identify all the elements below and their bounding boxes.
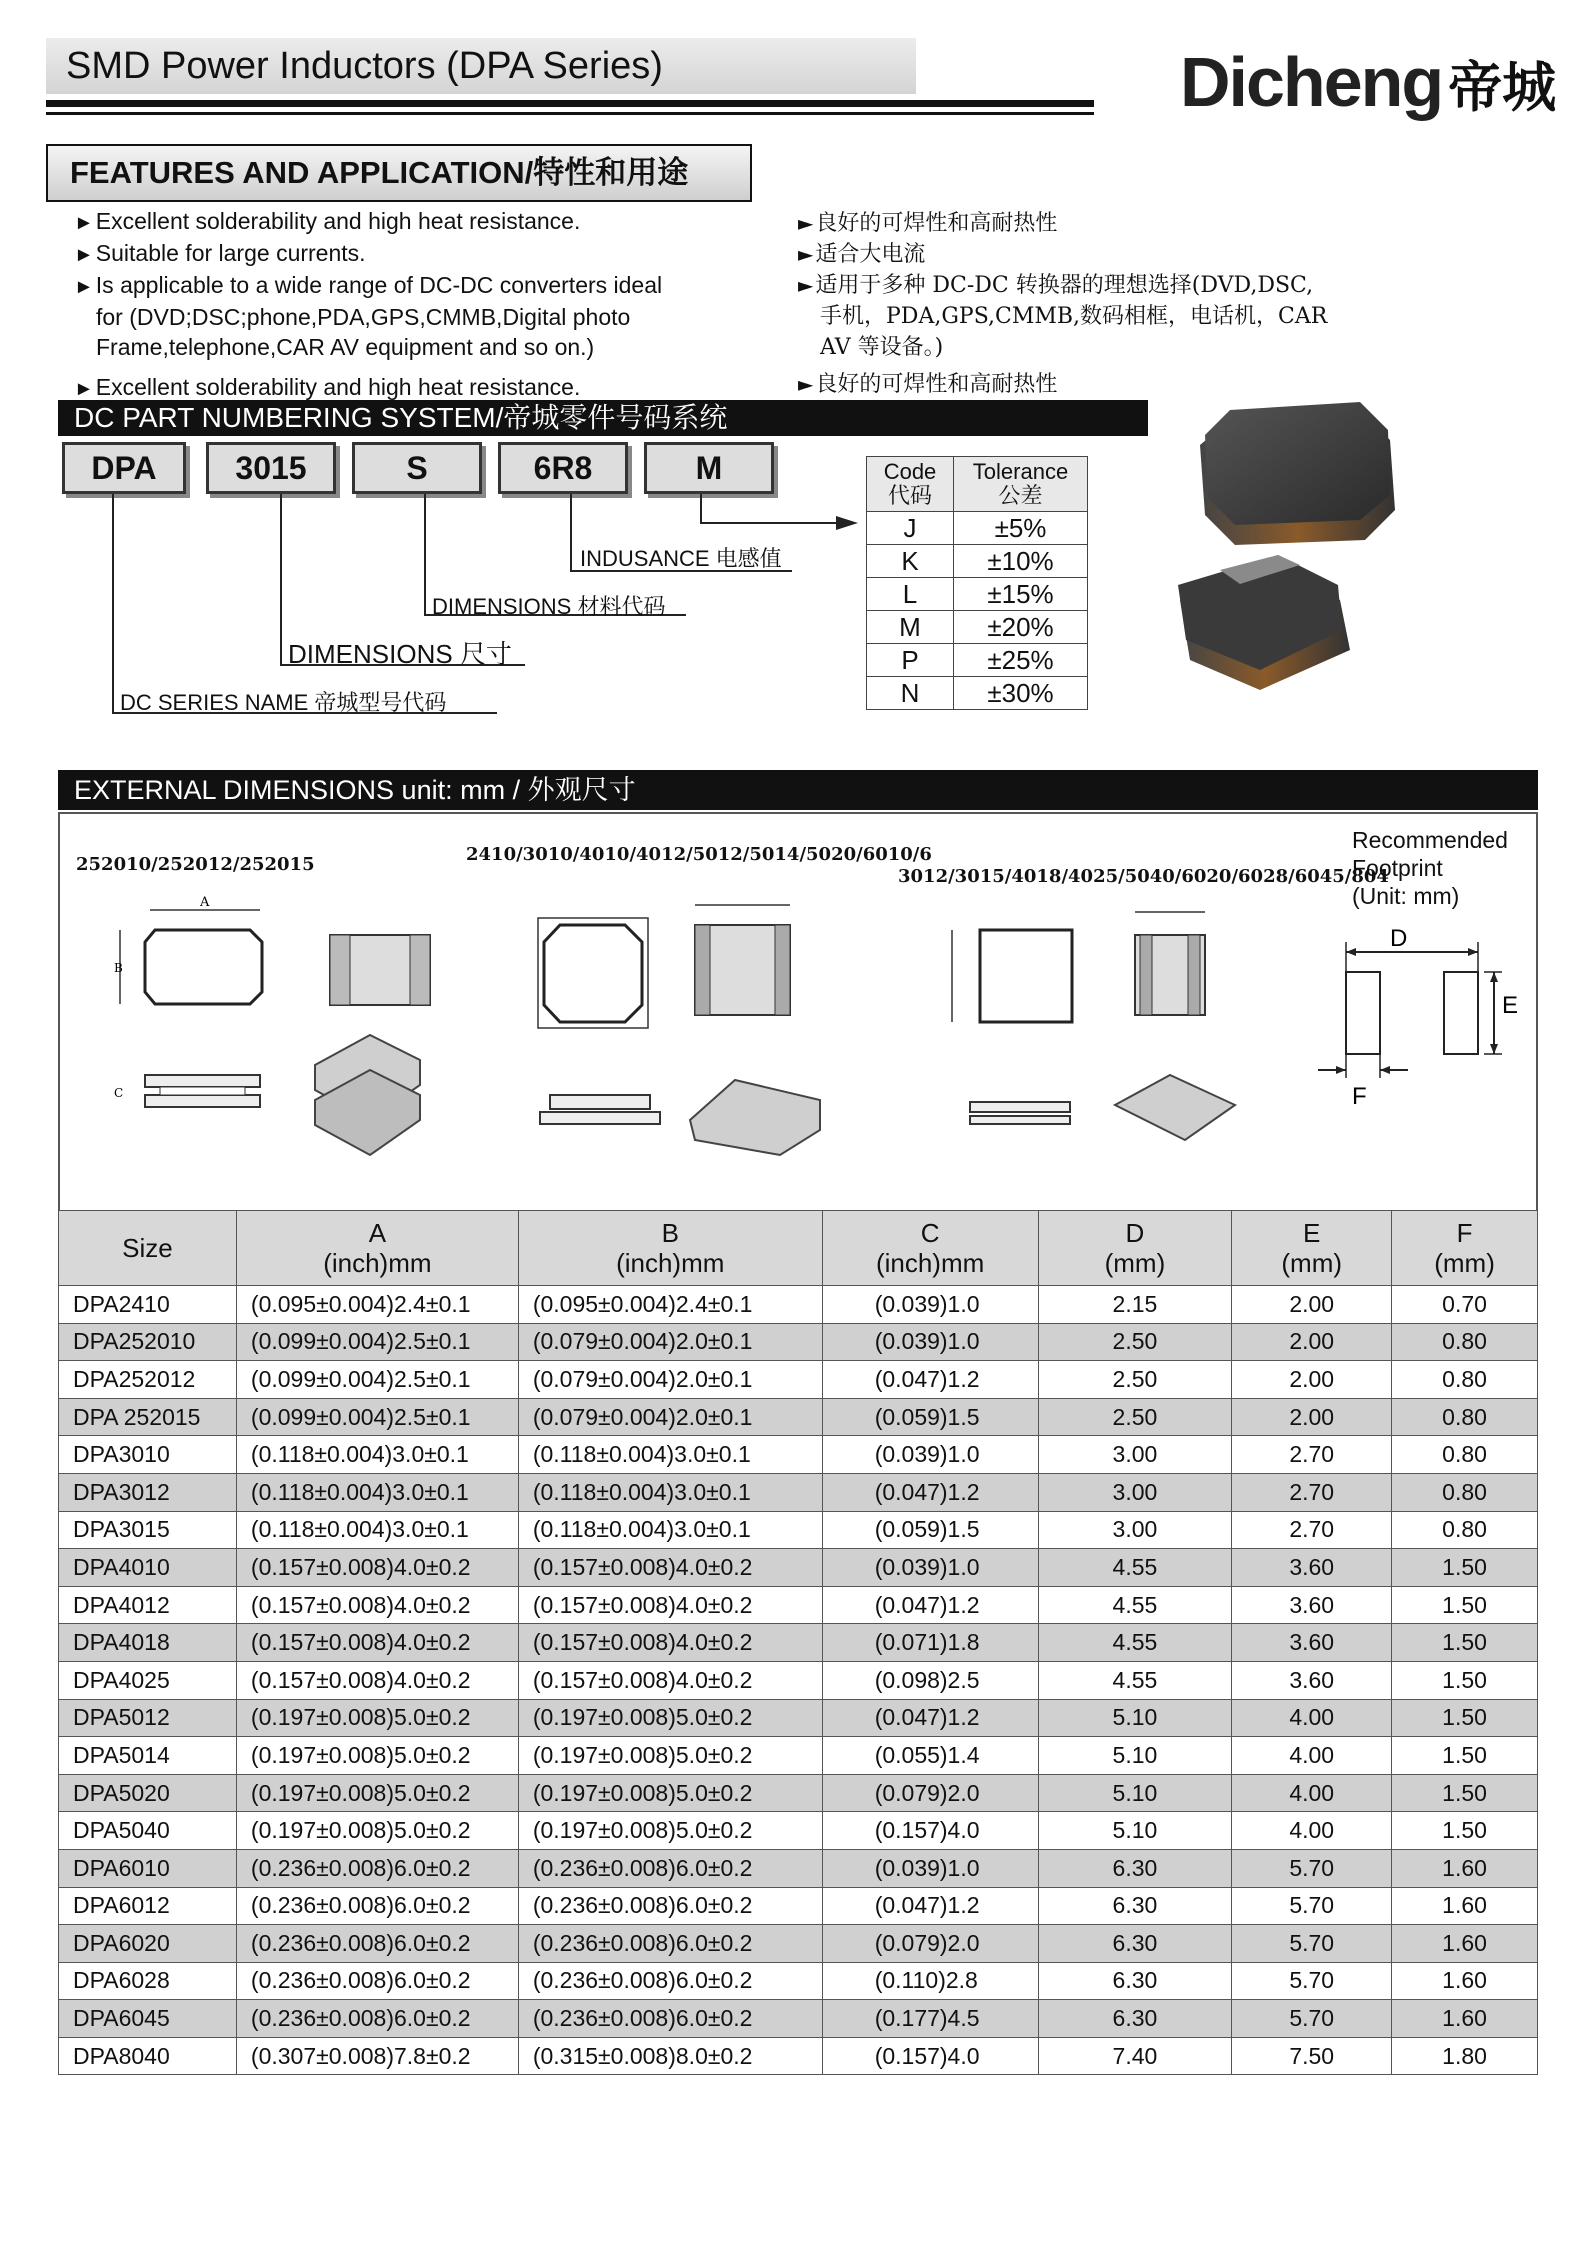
dim-label-c: C (114, 1086, 124, 1100)
cell-f: 1.50 (1392, 1737, 1538, 1775)
cell-size: DPA6010 (59, 1849, 237, 1887)
external-dimensions-heading: EXTERNAL DIMENSIONS unit: mm / 外观尺寸 (58, 770, 1538, 810)
cell-f: 1.50 (1392, 1586, 1538, 1624)
table-row (59, 1849, 1538, 1887)
cell-c: (0.039)1.0 (822, 1323, 1038, 1361)
cell-c: (0.039)1.0 (822, 1286, 1038, 1324)
cell-c: (0.039)1.0 (822, 1436, 1038, 1474)
dimensions-table (58, 1210, 1538, 2075)
header-rule-thin (46, 112, 1094, 115)
drawing-caption-3: 3012/3015/4018/4025/5040/6020/6028/6045/804 (898, 866, 1389, 887)
tol-row: K ±10% (867, 545, 1088, 578)
cell-d: 6.30 (1038, 1887, 1232, 1925)
drawing-caption-1: 252010/252012/252015 (76, 854, 315, 875)
cell-e: 5.70 (1232, 1925, 1392, 1963)
cell-f: 1.50 (1392, 1549, 1538, 1587)
cell-b: (0.236±0.008)6.0±0.2 (518, 1925, 822, 1963)
cell-e: 3.60 (1232, 1624, 1392, 1662)
cell-d: 2.50 (1038, 1398, 1232, 1436)
col-header-e: E (mm) (1232, 1211, 1392, 1286)
table-row (59, 1286, 1538, 1324)
cell-e: 3.60 (1232, 1549, 1392, 1587)
cell-size: DPA6012 (59, 1887, 237, 1925)
feature-item-cn: ►适用于多种 DC-DC 转换器的理想选择(DVD,DSC, (798, 273, 1314, 298)
table-row (59, 1962, 1538, 2000)
cell-size: DPA4010 (59, 1549, 237, 1587)
feature-item: ►Suitable for large currents. (74, 240, 366, 266)
table-row (59, 1361, 1538, 1399)
feature-item-cn: ►良好的可焊性和高耐热性 (798, 211, 1058, 236)
cell-c: (0.157)4.0 (822, 2037, 1038, 2075)
cell-b: (0.197±0.008)5.0±0.2 (518, 1699, 822, 1737)
cell-f: 1.60 (1392, 1962, 1538, 2000)
cell-d: 6.30 (1038, 1962, 1232, 2000)
cell-e: 2.00 (1232, 1286, 1392, 1324)
cell-d: 4.55 (1038, 1624, 1232, 1662)
cell-c: (0.157)4.0 (822, 1812, 1038, 1850)
cell-size: DPA5014 (59, 1737, 237, 1775)
tol-header-tol: Tolerance 公差 (954, 457, 1088, 512)
cell-e: 4.00 (1232, 1812, 1392, 1850)
cell-f: 0.80 (1392, 1323, 1538, 1361)
cell-b: (0.079±0.004)2.0±0.1 (518, 1323, 822, 1361)
cell-a: (0.118±0.004)3.0±0.1 (236, 1436, 518, 1474)
cell-b: (0.315±0.008)8.0±0.2 (518, 2037, 822, 2075)
cell-c: (0.071)1.8 (822, 1624, 1038, 1662)
label-inductance: INDUSANCE 电感值 (580, 546, 782, 571)
feature-item: for (DVD;DSC;phone,PDA,GPS,CMMB,Digital photo (96, 304, 631, 330)
cell-c: (0.098)2.5 (822, 1661, 1038, 1699)
cell-size: DPA 252015 (59, 1398, 237, 1436)
dim-label-a: A (200, 895, 210, 910)
cell-a: (0.236±0.008)6.0±0.2 (236, 1849, 518, 1887)
cell-b: (0.118±0.004)3.0±0.1 (518, 1473, 822, 1511)
cell-f: 0.80 (1392, 1511, 1538, 1549)
cell-d: 6.30 (1038, 1849, 1232, 1887)
drawing-caption-2: 2410/3010/4010/4012/5012/5014/5020/6010/6 (466, 844, 932, 865)
cell-d: 4.55 (1038, 1549, 1232, 1587)
cell-c: (0.047)1.2 (822, 1473, 1038, 1511)
part-numbering-heading: DC PART NUMBERING SYSTEM/帝城零件号码系统 (58, 400, 1148, 436)
cell-e: 2.00 (1232, 1361, 1392, 1399)
cell-d: 3.00 (1038, 1436, 1232, 1474)
feature-item-cn: 手机，PDA,GPS,CMMB,数码相框，电话机，CAR (820, 304, 1328, 329)
cell-f: 1.60 (1392, 1849, 1538, 1887)
dim-label-b: B (114, 961, 123, 975)
cell-b: (0.157±0.008)4.0±0.2 (518, 1586, 822, 1624)
document-title: SMD Power Inductors (DPA Series) (46, 38, 916, 94)
cell-b: (0.236±0.008)6.0±0.2 (518, 1962, 822, 2000)
feature-item: Frame,telephone,CAR AV equipment and so on.) (96, 334, 595, 360)
cell-b: (0.197±0.008)5.0±0.2 (518, 1737, 822, 1775)
cell-e: 5.70 (1232, 1849, 1392, 1887)
cell-size: DPA252010 (59, 1323, 237, 1361)
pn-code-material: S (352, 442, 482, 494)
table-row (59, 2000, 1538, 2038)
table-row (59, 1511, 1538, 1549)
cell-d: 5.10 (1038, 1699, 1232, 1737)
cell-d: 4.55 (1038, 1661, 1232, 1699)
cell-a: (0.157±0.008)4.0±0.2 (236, 1586, 518, 1624)
cell-a: (0.236±0.008)6.0±0.2 (236, 1962, 518, 2000)
cell-e: 7.50 (1232, 2037, 1392, 2075)
feature-item-cn: ►良好的可焊性和高耐热性 (798, 372, 1058, 397)
cell-e: 3.60 (1232, 1586, 1392, 1624)
cell-b: (0.118±0.004)3.0±0.1 (518, 1511, 822, 1549)
cell-d: 3.00 (1038, 1511, 1232, 1549)
cell-d: 4.55 (1038, 1586, 1232, 1624)
cell-d: 2.15 (1038, 1286, 1232, 1324)
cell-c: (0.059)1.5 (822, 1511, 1038, 1549)
connector-line (112, 494, 114, 714)
cell-b: (0.197±0.008)5.0±0.2 (518, 1774, 822, 1812)
features-cn (798, 208, 1398, 400)
fp-label-e: E (1502, 992, 1519, 1019)
cell-size: DPA6028 (59, 1962, 237, 2000)
col-header-size: Size (59, 1211, 237, 1286)
drawing-group-2 (520, 890, 840, 1190)
cell-a: (0.157±0.008)4.0±0.2 (236, 1549, 518, 1587)
tol-header-code: Code 代码 (867, 457, 954, 512)
label-dimensions: DIMENSIONS 尺寸 (288, 639, 512, 669)
cell-size: DPA5020 (59, 1774, 237, 1812)
cell-b: (0.236±0.008)6.0±0.2 (518, 2000, 822, 2038)
cell-c: (0.047)1.2 (822, 1699, 1038, 1737)
cell-c: (0.079)2.0 (822, 1774, 1038, 1812)
table-row (59, 1624, 1538, 1662)
cell-f: 1.50 (1392, 1661, 1538, 1699)
arrow-right-icon (836, 514, 858, 532)
table-row (59, 1737, 1538, 1775)
feature-item: ►Excellent solderability and high heat resistance. (74, 208, 581, 234)
table-row (59, 1774, 1538, 1812)
logo-en: Dicheng (1180, 43, 1443, 121)
cell-a: (0.099±0.004)2.5±0.1 (236, 1323, 518, 1361)
tol-row: L ±15% (867, 578, 1088, 611)
cell-f: 1.50 (1392, 1774, 1538, 1812)
product-photo (1160, 400, 1410, 710)
drawing-group-3 (930, 890, 1250, 1190)
feature-item-cn: AV 等设备。) (820, 335, 944, 360)
pn-code-inductance: 6R8 (498, 442, 628, 494)
cell-b: (0.236±0.008)6.0±0.2 (518, 1887, 822, 1925)
cell-b: (0.079±0.004)2.0±0.1 (518, 1361, 822, 1399)
cell-a: (0.118±0.004)3.0±0.1 (236, 1473, 518, 1511)
cell-b: (0.157±0.008)4.0±0.2 (518, 1624, 822, 1662)
cell-e: 2.70 (1232, 1473, 1392, 1511)
pn-code-series: DPA (62, 442, 186, 494)
table-row (59, 1812, 1538, 1850)
cell-e: 5.70 (1232, 1962, 1392, 2000)
cell-a: (0.197±0.008)5.0±0.2 (236, 1699, 518, 1737)
cell-f: 1.60 (1392, 1887, 1538, 1925)
table-row (59, 1699, 1538, 1737)
cell-size: DPA4025 (59, 1661, 237, 1699)
cell-a: (0.236±0.008)6.0±0.2 (236, 2000, 518, 2038)
cell-a: (0.197±0.008)5.0±0.2 (236, 1812, 518, 1850)
cell-f: 0.80 (1392, 1361, 1538, 1399)
pn-code-size: 3015 (206, 442, 336, 494)
cell-c: (0.110)2.8 (822, 1962, 1038, 2000)
features-heading: FEATURES AND APPLICATION/特性和用途 (46, 144, 752, 202)
footprint-diagram (1308, 925, 1538, 1110)
pn-code-tolerance: M (644, 442, 774, 494)
tol-row: N ±30% (867, 677, 1088, 710)
cell-e: 3.60 (1232, 1661, 1392, 1699)
brand-logo (1180, 42, 1556, 122)
cell-e: 4.00 (1232, 1774, 1392, 1812)
table-row (59, 1586, 1538, 1624)
connector-line (570, 494, 572, 572)
tolerance-table (866, 456, 1088, 710)
feature-item: ►Excellent solderability and high heat resistance. (74, 374, 581, 400)
label-series: DC SERIES NAME 帝城型号代码 (120, 690, 447, 715)
cell-f: 1.50 (1392, 1699, 1538, 1737)
cell-f: 1.60 (1392, 2000, 1538, 2038)
table-row (59, 1925, 1538, 1963)
cell-a: (0.236±0.008)6.0±0.2 (236, 1887, 518, 1925)
cell-size: DPA252012 (59, 1361, 237, 1399)
cell-f: 1.50 (1392, 1624, 1538, 1662)
cell-d: 2.50 (1038, 1361, 1232, 1399)
cell-c: (0.039)1.0 (822, 1549, 1038, 1587)
cell-c: (0.047)1.2 (822, 1361, 1038, 1399)
cell-size: DPA3012 (59, 1473, 237, 1511)
cell-d: 5.10 (1038, 1774, 1232, 1812)
cell-c: (0.059)1.5 (822, 1398, 1038, 1436)
cell-f: 0.70 (1392, 1286, 1538, 1324)
table-row (59, 2037, 1538, 2075)
cell-size: DPA6020 (59, 1925, 237, 1963)
cell-a: (0.197±0.008)5.0±0.2 (236, 1737, 518, 1775)
fp-label-f: F (1352, 1083, 1367, 1110)
cell-f: 1.60 (1392, 1925, 1538, 1963)
cell-f: 0.80 (1392, 1436, 1538, 1474)
cell-a: (0.197±0.008)5.0±0.2 (236, 1774, 518, 1812)
cell-size: DPA5040 (59, 1812, 237, 1850)
cell-b: (0.079±0.004)2.0±0.1 (518, 1398, 822, 1436)
cell-b: (0.157±0.008)4.0±0.2 (518, 1549, 822, 1587)
label-material: DIMENSIONS 材料代码 (432, 594, 666, 619)
cell-c: (0.177)4.5 (822, 2000, 1038, 2038)
cell-size: DPA5012 (59, 1699, 237, 1737)
cell-b: (0.157±0.008)4.0±0.2 (518, 1661, 822, 1699)
table-row (59, 1661, 1538, 1699)
table-row (59, 1323, 1538, 1361)
feature-item: ►Is applicable to a wide range of DC-DC converters ideal (74, 272, 663, 298)
col-header-f: F (mm) (1392, 1211, 1538, 1286)
cell-e: 2.00 (1232, 1398, 1392, 1436)
col-header-a: A (inch)mm (236, 1211, 518, 1286)
cell-e: 2.00 (1232, 1323, 1392, 1361)
connector-line (424, 494, 426, 616)
table-header-row (59, 1211, 1538, 1286)
cell-size: DPA4018 (59, 1624, 237, 1662)
cell-a: (0.099±0.004)2.5±0.1 (236, 1398, 518, 1436)
cell-a: (0.157±0.008)4.0±0.2 (236, 1624, 518, 1662)
cell-a: (0.099±0.004)2.5±0.1 (236, 1361, 518, 1399)
connector-line (700, 522, 848, 524)
cell-b: (0.118±0.004)3.0±0.1 (518, 1436, 822, 1474)
tol-row: M ±20% (867, 611, 1088, 644)
table-row (59, 1436, 1538, 1474)
cell-c: (0.055)1.4 (822, 1737, 1038, 1775)
tol-row: P ±25% (867, 644, 1088, 677)
cell-size: DPA2410 (59, 1286, 237, 1324)
cell-e: 4.00 (1232, 1737, 1392, 1775)
cell-d: 2.50 (1038, 1323, 1232, 1361)
cell-b: (0.095±0.004)2.4±0.1 (518, 1286, 822, 1324)
cell-size: DPA3010 (59, 1436, 237, 1474)
cell-c: (0.039)1.0 (822, 1849, 1038, 1887)
connector-line (700, 494, 702, 524)
tol-row: J ±5% (867, 512, 1088, 545)
cell-d: 7.40 (1038, 2037, 1232, 2075)
cell-f: 0.80 (1392, 1398, 1538, 1436)
cell-c: (0.047)1.2 (822, 1586, 1038, 1624)
cell-size: DPA8040 (59, 2037, 237, 2075)
connector-line (280, 494, 282, 666)
cell-e: 4.00 (1232, 1699, 1392, 1737)
cell-f: 0.80 (1392, 1473, 1538, 1511)
footprint-caption: Recommended Footprint (Unit: mm) (1352, 827, 1508, 909)
col-header-c: C (inch)mm (822, 1211, 1038, 1286)
drawing-group-1 (100, 890, 460, 1190)
logo-cn: 帝城 (1448, 58, 1557, 118)
cell-a: (0.118±0.004)3.0±0.1 (236, 1511, 518, 1549)
table-row (59, 1549, 1538, 1587)
fp-label-d: D (1390, 925, 1408, 952)
cell-size: DPA4012 (59, 1586, 237, 1624)
col-header-b: B (inch)mm (518, 1211, 822, 1286)
cell-b: (0.197±0.008)5.0±0.2 (518, 1812, 822, 1850)
cell-e: 2.70 (1232, 1511, 1392, 1549)
header-rule (46, 100, 1094, 107)
cell-d: 6.30 (1038, 2000, 1232, 2038)
cell-e: 5.70 (1232, 1887, 1392, 1925)
table-row (59, 1398, 1538, 1436)
cell-a: (0.236±0.008)6.0±0.2 (236, 1925, 518, 1963)
cell-d: 5.10 (1038, 1737, 1232, 1775)
cell-d: 5.10 (1038, 1812, 1232, 1850)
cell-a: (0.157±0.008)4.0±0.2 (236, 1661, 518, 1699)
features-en (74, 206, 754, 404)
cell-c: (0.079)2.0 (822, 1925, 1038, 1963)
cell-c: (0.047)1.2 (822, 1887, 1038, 1925)
cell-e: 2.70 (1232, 1436, 1392, 1474)
cell-f: 1.80 (1392, 2037, 1538, 2075)
col-header-d: D (mm) (1038, 1211, 1232, 1286)
cell-a: (0.307±0.008)7.8±0.2 (236, 2037, 518, 2075)
cell-size: DPA6045 (59, 2000, 237, 2038)
cell-a: (0.095±0.004)2.4±0.1 (236, 1286, 518, 1324)
feature-item-cn: ►适合大电流 (798, 242, 926, 267)
table-row (59, 1473, 1538, 1511)
table-row (59, 1887, 1538, 1925)
cell-e: 5.70 (1232, 2000, 1392, 2038)
cell-f: 1.50 (1392, 1812, 1538, 1850)
cell-d: 6.30 (1038, 1925, 1232, 1963)
cell-b: (0.236±0.008)6.0±0.2 (518, 1849, 822, 1887)
cell-size: DPA3015 (59, 1511, 237, 1549)
cell-d: 3.00 (1038, 1473, 1232, 1511)
